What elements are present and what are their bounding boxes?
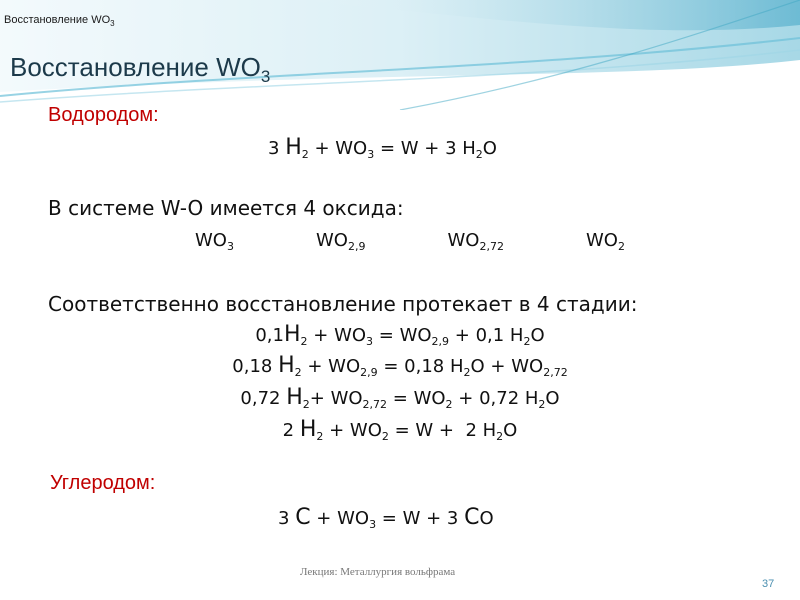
page-title: Восстановление $WO_3$ [10, 52, 271, 86]
equation-carbon: 3 $C + WO_3 = W + 3$ CO [278, 505, 494, 531]
system-oxides-text: В системе W-O имеется 4 оксида: [48, 196, 404, 220]
oxide-item: $WO_2$ [586, 230, 625, 253]
carbon-heading: Углеродом: [50, 472, 156, 494]
oxide-item: $WO_3$ [195, 230, 234, 253]
oxide-item: $WO_{2,9}$ [316, 230, 366, 253]
equation-stage-2: 0,18 $H_2 + WO_{2,9} = 0,18$ $H_2O + WO_{2,72}$ [232, 353, 568, 379]
oxide-list [195, 230, 625, 253]
equation-stage-4: 2 $H_2 + WO_2 = W + 2$ $H_2O$ [282, 417, 518, 443]
equation-stage-1: $0,1H_2 + WO_3 = WO_{2,9} + 0,1$ $H_2O$ [255, 322, 545, 348]
hydrogen-heading: Водородом: [48, 104, 159, 126]
oxide-item: $WO_{2,72}$ [447, 230, 504, 253]
equation-stage-3: 0,72 $H_2+ WO_{2,72} = WO_2 + 0,72$ $H_2O$ [240, 385, 560, 411]
page-number: 37 [762, 578, 775, 590]
stages-text: Соответственно восстановление протекает в 4 стадии: [48, 292, 638, 316]
header-small-title: Восстановление $WO_3$ [4, 14, 115, 29]
footer-lecture-title: Лекция: Металлургия вольфрама [300, 566, 456, 578]
equation-hydrogen-overall: 3 $H_2 + WO_3 = W + 3$ $H_2O$ [268, 135, 497, 161]
